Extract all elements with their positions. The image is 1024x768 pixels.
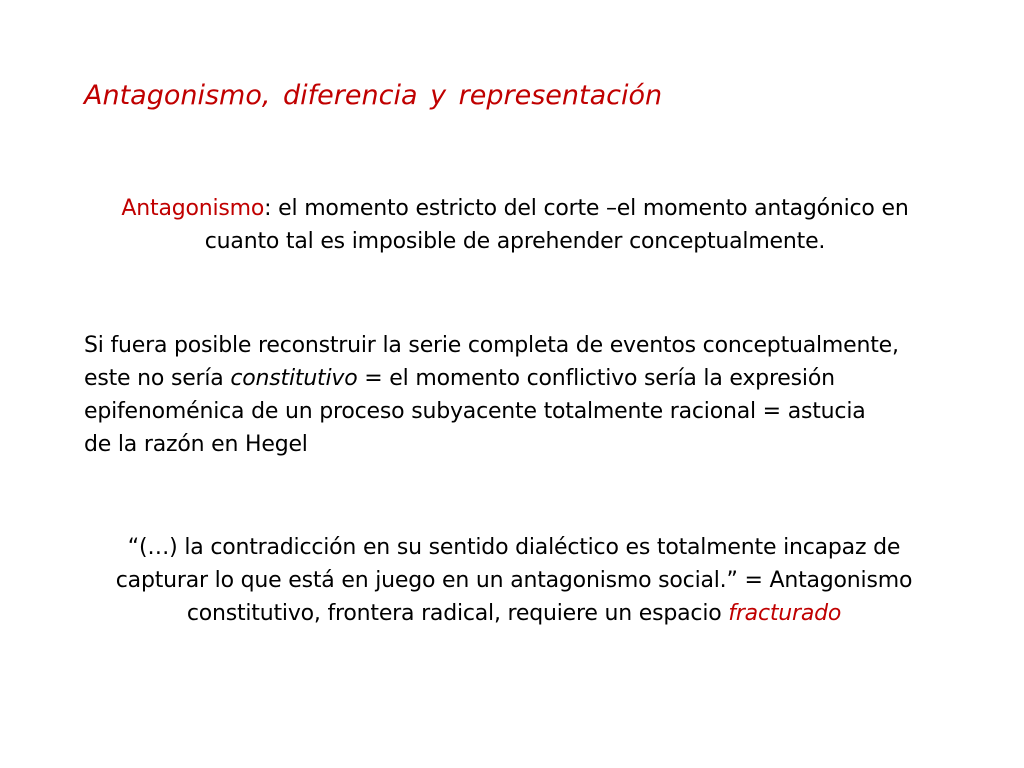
p2-line-2-post: = el momento conflictivo sería la expresión	[357, 366, 835, 391]
p2-line-3: epifenoménica de un proceso subyacente totalmente racional = astucia	[84, 399, 866, 424]
term-fracturado: fracturado	[728, 601, 842, 626]
p3-line-3-pre: constitutivo, frontera radical, requiere un espacio	[186, 601, 729, 626]
paragraph-antagonismo-definition	[70, 192, 960, 258]
slide-title: Antagonismo, diferencia y representación	[84, 80, 663, 111]
p3-line-2: capturar lo que está en juego en un antagonismo social.” = Antagonismo	[115, 568, 913, 593]
p1-line-1	[70, 192, 960, 225]
paragraph-reconstruction	[84, 329, 964, 461]
p2-line-4: de la razón en Hegel	[84, 432, 308, 457]
p1-line-2: cuanto tal es imposible de aprehender conceptualmente.	[204, 229, 826, 254]
p3-line-1: “(…) la contradicción en su sentido dialéctico es totalmente incapaz de	[127, 535, 901, 560]
p3-line-3	[64, 597, 964, 630]
paragraph-quote	[64, 531, 964, 630]
p2-line-1: Si fuera posible reconstruir la serie completa de eventos conceptualmente,	[84, 333, 899, 358]
p2-line-2-pre: este no sería	[84, 366, 231, 391]
p1-line-1-rest: : el momento estricto del corte –el momento antagónico en	[264, 196, 909, 221]
term-constitutivo: constitutivo	[230, 366, 358, 391]
p2-line-2	[84, 362, 964, 395]
term-antagonismo: Antagonismo	[121, 196, 265, 221]
